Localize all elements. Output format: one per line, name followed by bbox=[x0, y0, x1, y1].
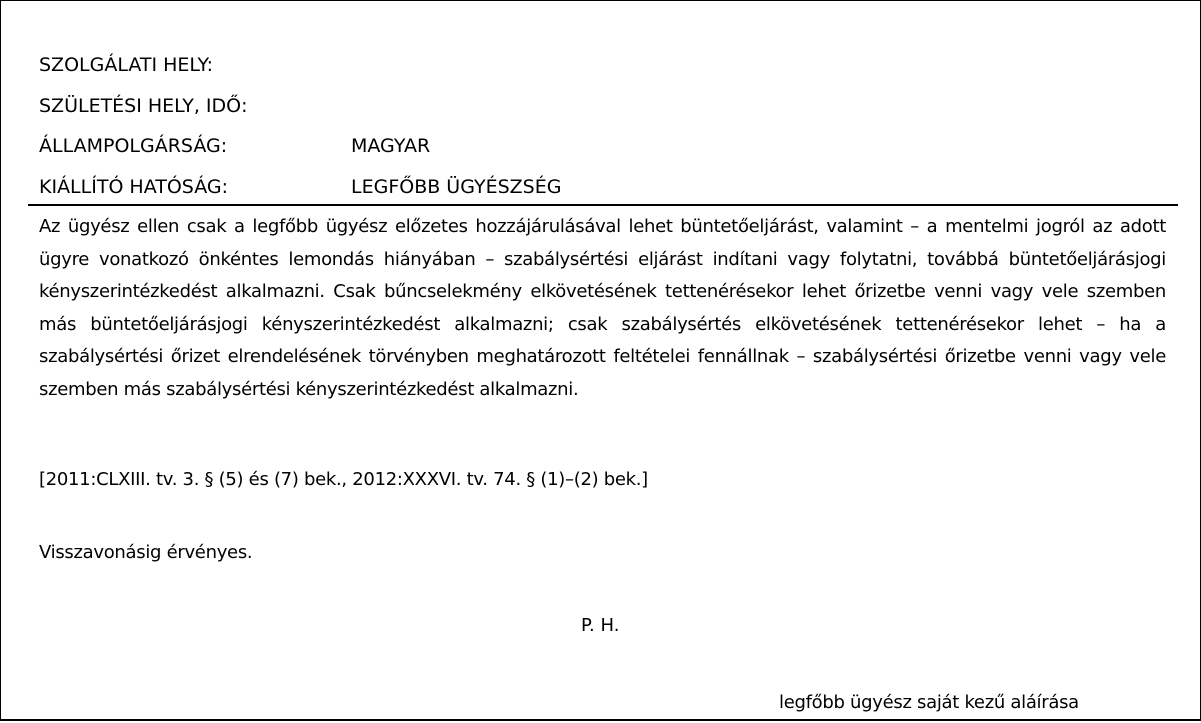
validity-note: Visszavonásig érvényes. bbox=[39, 542, 253, 563]
field-label: SZÜLETÉSI HELY, IDŐ: bbox=[39, 95, 248, 117]
field-value: LEGFŐBB ÜGYÉSZSÉG bbox=[351, 176, 562, 198]
signature-caption: legfőbb ügyész saját kezű aláírása bbox=[779, 692, 1079, 713]
immunity-text: Az ügyész ellen csak a legfőbb ügyész előzetes hozzájárulásával lehet büntetőeljárást, valamint – a mentelmi jogról az adott ügyre vonatkozó önkéntes lemondás hiányában – szabálysértési eljárást indítani vagy folytatni, továbbá büntetőeljárásjogi kényszerintézkedést alkalmazni. Csak bűncselekmény elkövetésének tettenérésekor lehet őrizetbe venni vagy vele szemben más büntetőeljárásjogi kényszerintézkedést alkalmazni; csak szabálysértés elkövetésének tettenérésekor lehet – ha a szabálysértési őrizet elrendelésének törvényben meghatározott feltételei fennállnak – szabálysértési őrizetbe venni vagy vele szemben más szabálysértési kényszerintézkedést alkalmazni. bbox=[39, 216, 1166, 400]
field-value: MAGYAR bbox=[351, 135, 431, 157]
stamp-placeholder: P. H. bbox=[581, 615, 620, 636]
field-label: ÁLLAMPOLGÁRSÁG: bbox=[39, 135, 228, 157]
field-label: KIÁLLÍTÓ HATÓSÁG: bbox=[39, 176, 229, 198]
field-label: SZOLGÁLATI HELY: bbox=[39, 54, 213, 76]
legal-reference: [2011:CLXIII. tv. 3. § (5) és (7) bek., 2012:XXXVI. tv. 74. § (1)–(2) bek.] bbox=[39, 469, 648, 490]
section-divider bbox=[28, 204, 1178, 206]
